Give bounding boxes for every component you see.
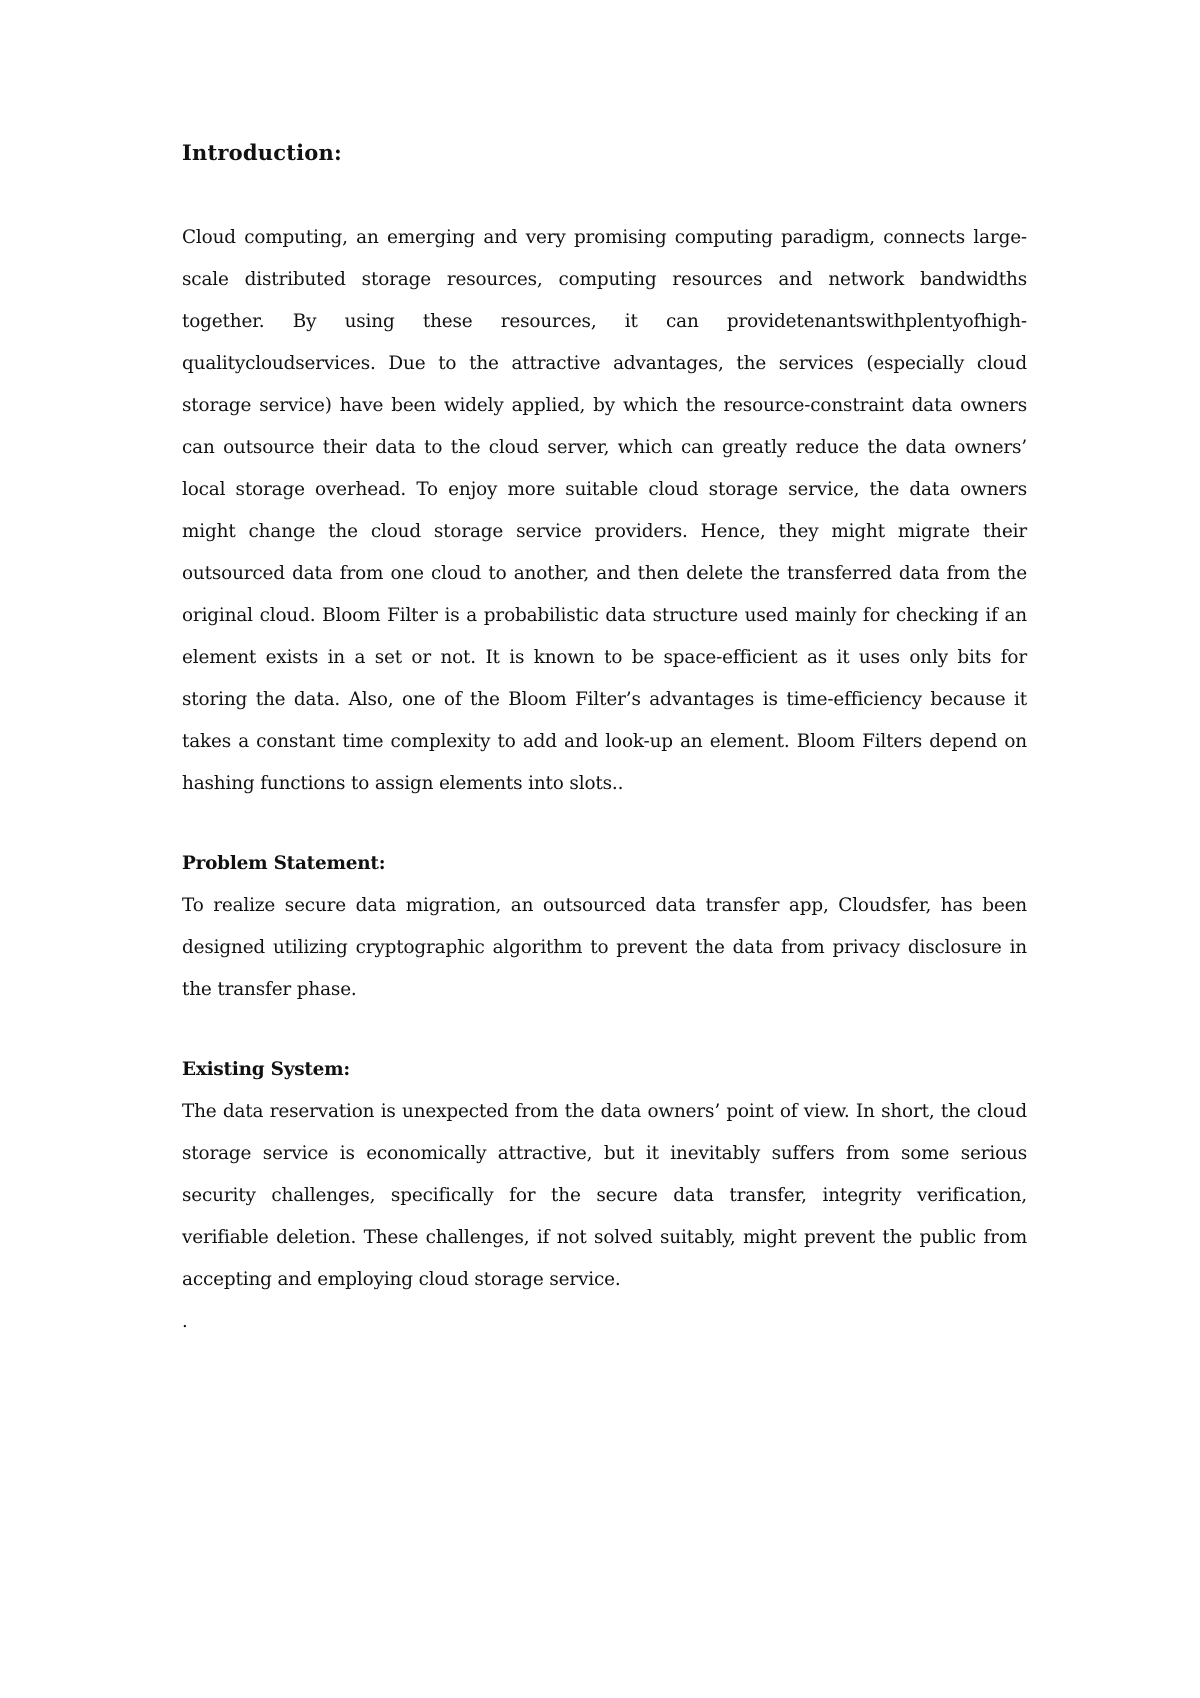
document-page	[182, 140, 1027, 1343]
page-title: Introduction:	[182, 140, 342, 165]
problem-statement-body: To realize secure data migration, an outsourced data transfer app, Cloudsfer, has been designed utilizing cryptographic algorithm to prevent the data from privacy disclosure in the transfer phase.	[182, 895, 1027, 1000]
problem-statement-section	[182, 843, 1027, 1011]
trailing-mark: .	[182, 1311, 188, 1332]
intro-paragraph: Cloud computing, an emerging and very promising computing paradigm, connects large-scale distributed storage resources, computing resources and network bandwidths together. By using these resources, it can providetenantswithplentyofhigh-qualitycloudservices. Due to the attractive advantages, the services (especially cloud storage service) have been widely applied, by which the resource-constraint data owners can outsource their data to the cloud server, which can greatly reduce the data owners’ local storage overhead. To enjoy more suitable cloud storage service, the data owners might change the cloud storage service providers. Hence, they might migrate their outsourced data from one cloud to another, and then delete the transferred data from the original cloud. Bloom Filter is a probabilistic data structure used mainly for checking if an element exists in a set or not. It is known to be space-efficient as it uses only bits for storing the data. Also, one of the Bloom Filter’s advantages is time-efficiency because it takes a constant time complexity to add and look-up an element. Bloom Filters depend on hashing functions to assign elements into slots..	[182, 227, 1027, 794]
existing-system-body: The data reservation is unexpected from the data owners’ point of view. In short, the cloud storage service is economically attractive, but it inevitably suffers from some serious security challenges, specifically for the secure data transfer, integrity verification, verifiable deletion. These challenges, if not solved suitably, might prevent the public from accepting and employing cloud storage service.	[182, 1101, 1027, 1290]
existing-system-heading: Existing System:	[182, 1059, 350, 1080]
existing-system-section	[182, 1049, 1027, 1301]
problem-statement-heading: Problem Statement:	[182, 853, 386, 874]
